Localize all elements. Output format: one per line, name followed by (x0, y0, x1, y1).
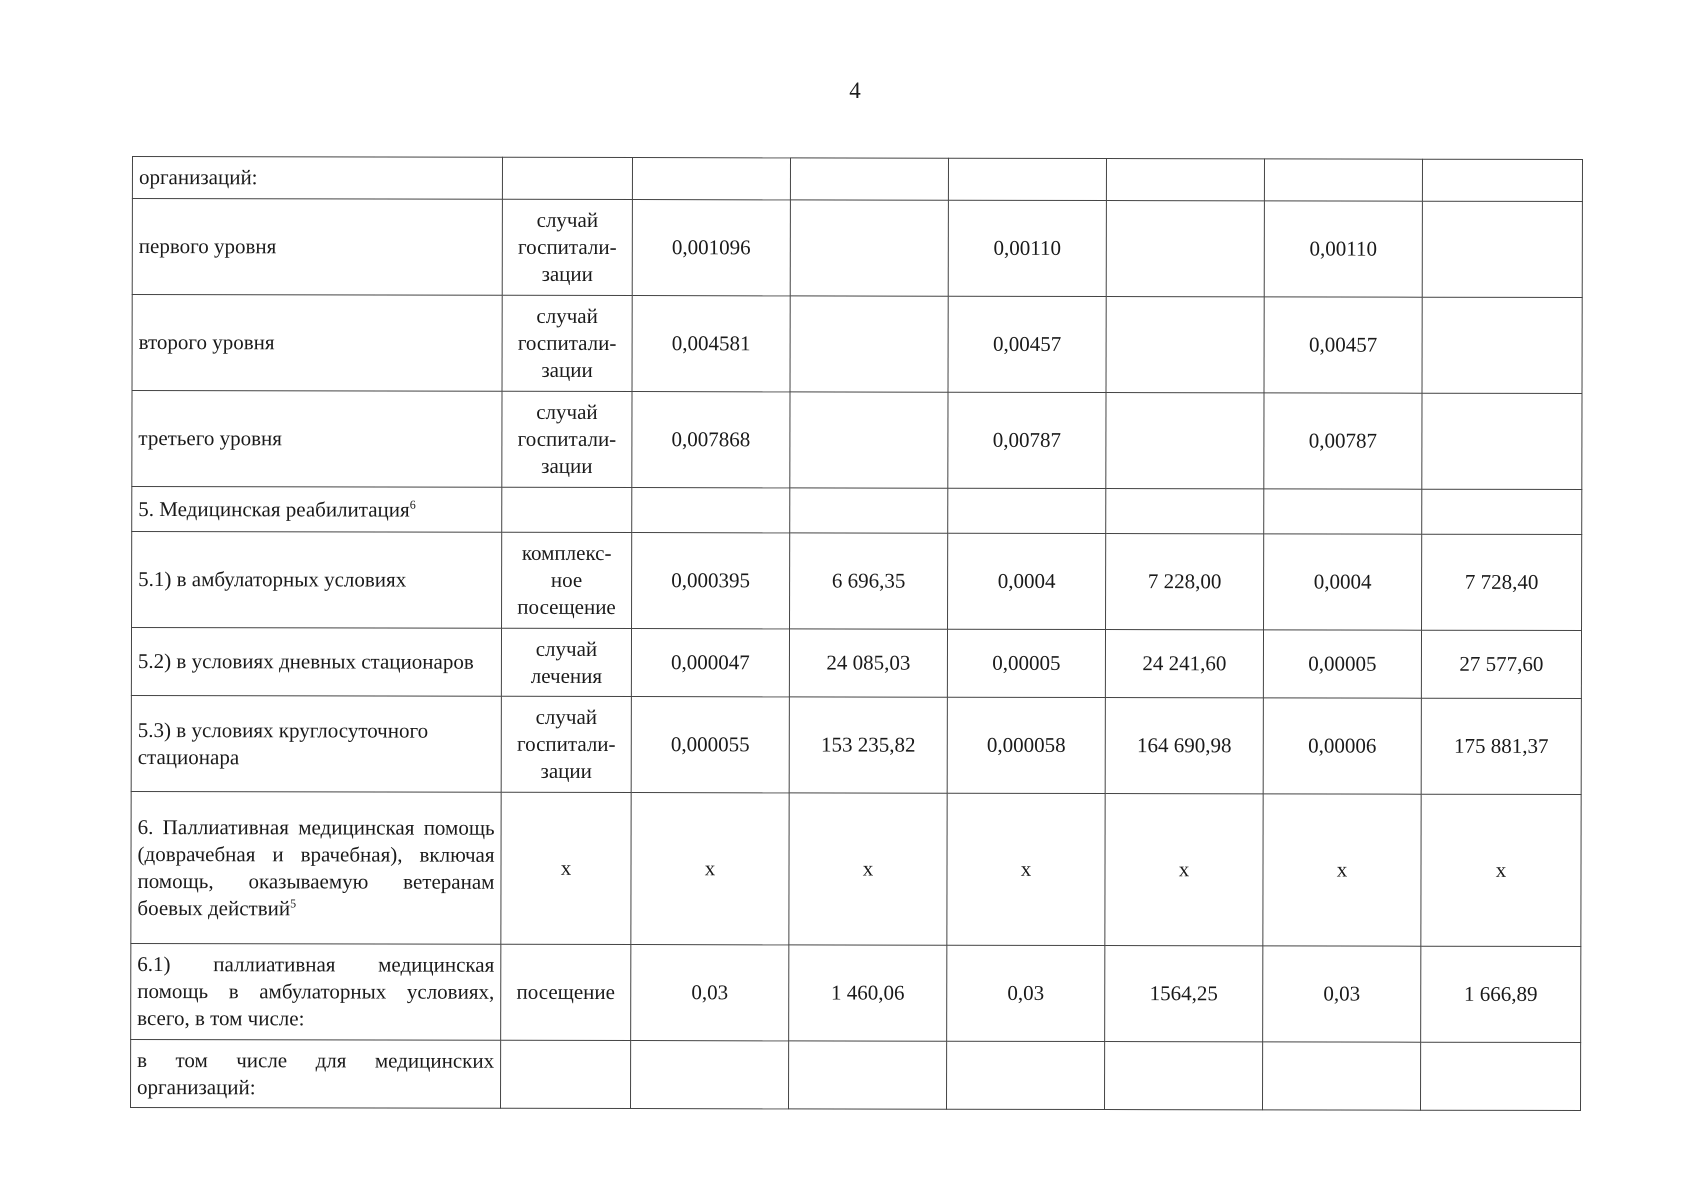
row-label: организаций: (132, 157, 502, 200)
unit-text: случай госпитали-зации (518, 207, 617, 286)
value-cell (790, 296, 948, 392)
value-cell (631, 1041, 789, 1109)
unit-text: случай лечения (530, 636, 603, 688)
value-cell: х (789, 793, 947, 945)
value-cell: х (631, 793, 789, 945)
value-cell: 164 690,98 (1105, 698, 1263, 794)
value-cell (1106, 297, 1264, 393)
table-row (132, 199, 1582, 298)
value-cell: 0,001096 (632, 200, 790, 296)
row-label: третьего уровня (132, 391, 502, 488)
value-cell (1264, 159, 1422, 201)
unit-cell (501, 1040, 631, 1108)
unit-cell (501, 696, 631, 792)
unit-cell (502, 391, 632, 487)
value-cell: 0,00787 (948, 392, 1106, 488)
unit-cell (502, 532, 632, 628)
footnote-marker: 6 (409, 497, 416, 512)
norms-table (130, 156, 1583, 1111)
value-cell (948, 158, 1106, 200)
page-number: 4 (849, 78, 861, 103)
value-cell: 24 085,03 (789, 629, 947, 697)
value-cell: 0,0004 (1264, 534, 1422, 630)
unit-text: комплекс-ное посещение (517, 540, 616, 620)
value-cell: 1 460,06 (789, 945, 947, 1041)
unit-text: случай госпитали-зации (517, 303, 617, 382)
row-label: второго уровня (132, 295, 502, 392)
value-cell (1106, 489, 1264, 534)
value-cell: 0,0004 (948, 533, 1106, 629)
value-cell (1105, 1042, 1263, 1110)
value-cell: х (947, 793, 1105, 945)
value-cell (790, 158, 948, 200)
section-heading (131, 791, 501, 944)
row-label: 6.1) паллиативная медицинская помощь в амбулаторных условиях, всего, в том числе: (131, 943, 501, 1040)
value-cell: 7 728,40 (1422, 534, 1582, 630)
table-row (131, 791, 1581, 946)
value-cell (790, 200, 948, 296)
value-cell: 0,00457 (948, 296, 1106, 392)
unit-cell (502, 199, 632, 295)
value-cell (947, 1041, 1105, 1109)
unit-cell (501, 628, 631, 696)
value-cell: 0,00110 (948, 200, 1106, 296)
value-cell: 24 241,60 (1105, 630, 1263, 698)
value-cell (789, 1041, 947, 1109)
table-row (132, 532, 1582, 631)
value-cell: х (1263, 794, 1421, 946)
value-cell: 0,004581 (632, 296, 790, 392)
unit-text: случай госпитали-зации (517, 399, 617, 478)
unit-cell (502, 487, 632, 532)
value-cell (1264, 489, 1422, 534)
value-cell: 0,000395 (632, 533, 790, 629)
value-cell: 6 696,35 (790, 533, 948, 629)
unit-cell (502, 295, 632, 391)
value-cell: 1 666,89 (1421, 946, 1581, 1042)
value-cell (1422, 159, 1582, 201)
value-cell (1421, 1042, 1581, 1110)
table-row (132, 295, 1582, 394)
value-cell (948, 488, 1106, 533)
value-cell: 0,03 (1263, 946, 1421, 1042)
value-cell: 0,000055 (631, 697, 789, 793)
value-cell (1263, 1042, 1421, 1110)
value-cell: 0,00457 (1264, 297, 1422, 393)
value-cell: 1564,25 (1105, 946, 1263, 1042)
value-cell: 0,000047 (631, 629, 789, 697)
value-cell: 0,00005 (1263, 630, 1421, 698)
table-row (132, 391, 1582, 490)
row-label: 5.1) в амбулаторных условиях (132, 532, 502, 629)
value-cell: 153 235,82 (789, 697, 947, 793)
unit-cell: посещение (501, 944, 631, 1040)
unit-cell (502, 157, 632, 199)
value-cell (790, 392, 948, 488)
value-cell (632, 488, 790, 533)
value-cell: 0,03 (947, 945, 1105, 1041)
value-cell: 0,00110 (1264, 201, 1422, 297)
table-row (131, 695, 1581, 794)
value-cell: х (1105, 794, 1263, 946)
value-cell: 7 228,00 (1106, 534, 1264, 630)
value-cell (1422, 201, 1582, 297)
row-label: первого уровня (132, 199, 502, 296)
row-label: 5.3) в условиях круглосуточного стационара (131, 695, 501, 792)
value-cell: 27 577,60 (1421, 630, 1581, 698)
table-row (131, 628, 1581, 699)
value-cell: 175 881,37 (1421, 698, 1581, 794)
value-cell: 0,03 (631, 945, 789, 1041)
value-cell (790, 488, 948, 533)
value-cell (1106, 393, 1264, 489)
table-row (131, 943, 1581, 1042)
row-label: 5.2) в условиях дневных стационаров (131, 628, 501, 697)
value-cell (632, 158, 790, 200)
table-row (132, 487, 1582, 535)
value-cell (1422, 393, 1582, 489)
footnote-marker: 5 (290, 895, 297, 910)
value-cell: 0,007868 (632, 392, 790, 488)
value-cell: 0,00005 (947, 629, 1105, 697)
section-heading (132, 487, 502, 533)
value-cell: 0,000058 (947, 697, 1105, 793)
table-row (131, 1039, 1581, 1110)
unit-text: случай госпитали-зации (516, 704, 616, 783)
unit-cell: х (501, 792, 631, 944)
value-cell (1106, 201, 1264, 297)
row-label: в том числе для медицинских организаций: (131, 1039, 501, 1108)
value-cell (1422, 297, 1582, 393)
table-row (132, 157, 1582, 202)
value-cell (1106, 159, 1264, 201)
value-cell: 0,00787 (1264, 393, 1422, 489)
section-heading-text: 6. Паллиативная медицинская помощь (доврачебная и врачебная), включая помощь, оказываемую ветеранам боевых действий (137, 814, 495, 920)
section-heading-text: 5. Медицинская реабилитация (138, 496, 410, 522)
value-cell: х (1421, 794, 1581, 946)
value-cell: 0,00006 (1263, 698, 1421, 794)
value-cell (1422, 489, 1582, 534)
